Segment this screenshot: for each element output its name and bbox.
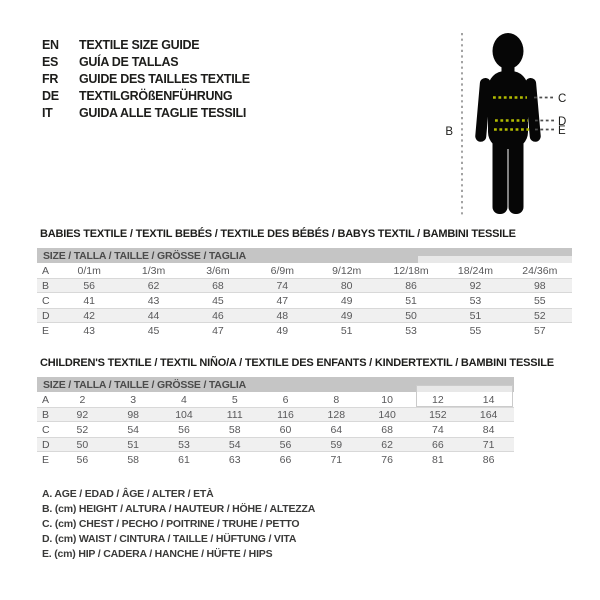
size-cell: 0/1m xyxy=(77,264,101,277)
language-row-it xyxy=(42,104,250,121)
size-cell: 64 xyxy=(330,423,343,436)
size-cell: 86 xyxy=(405,279,417,292)
size-cell: 111 xyxy=(226,408,243,421)
babies-table-title: BABIES TEXTILE / TEXTIL BEBÉS / TEXTILE DES BÉBÉS / BABYS TEXTIL / BAMBINI TESSILE xyxy=(40,228,516,240)
size-cell: 50 xyxy=(405,309,417,322)
size-cell: 49 xyxy=(340,309,353,322)
size-cell: 56 xyxy=(279,438,292,451)
size-cell: 10 xyxy=(381,393,393,406)
table-row-a xyxy=(37,263,572,278)
waist-label: D xyxy=(558,116,567,128)
size-cell: 62 xyxy=(147,279,160,292)
size-cell: 43 xyxy=(83,324,96,337)
chest-label: C xyxy=(558,93,567,105)
legend-line-d: D. (cm) WAIST / CINTURA / TAILLE / HÜFTUNG / VITA xyxy=(42,533,297,545)
language-title: TEXTILE SIZE GUIDE xyxy=(79,37,200,52)
size-header-label: SIZE / TALLA / TAILLE / GRÖSSE / TAGLIA xyxy=(43,249,246,262)
size-cell: 56 xyxy=(76,453,89,466)
size-cell: 5 xyxy=(231,393,238,406)
table-row-c xyxy=(37,293,572,308)
size-cell: 104 xyxy=(175,408,193,421)
table-row-a xyxy=(37,392,514,407)
row-label: C xyxy=(42,294,50,307)
size-cell: 12/18m xyxy=(393,264,429,277)
language-title: GUIDA ALLE TAGLIE TESSILI xyxy=(79,105,247,120)
size-cell: 1/3m xyxy=(141,264,166,277)
size-cell: 52 xyxy=(76,423,89,436)
size-cell: 86 xyxy=(482,453,495,466)
size-cell: 24/36m xyxy=(522,264,558,277)
size-cell: 44 xyxy=(147,309,160,322)
size-cell: 84 xyxy=(482,423,495,436)
language-code: IT xyxy=(42,105,53,120)
language-title: TEXTILGRÖßENFÜHRUNG xyxy=(79,88,233,103)
size-cell: 164 xyxy=(479,408,498,421)
size-cell: 63 xyxy=(228,453,241,466)
legend-line-e: E. (cm) HIP / CADERA / HANCHE / HÜFTE / HIPS xyxy=(42,548,273,560)
size-cell: 45 xyxy=(147,324,160,337)
size-cell: 3/6m xyxy=(206,264,230,277)
size-cell: 56 xyxy=(178,423,190,436)
table-row-b xyxy=(37,278,572,293)
size-cell: 42 xyxy=(83,309,96,322)
size-cell: 128 xyxy=(327,408,346,421)
size-cell: 68 xyxy=(381,423,393,436)
size-cell: 74 xyxy=(276,279,289,292)
language-code: EN xyxy=(42,37,59,52)
size-header-label: SIZE / TALLA / TAILLE / GRÖSSE / TAGLIA xyxy=(43,378,246,391)
size-cell: 52 xyxy=(533,309,546,322)
babies-size-table-section xyxy=(37,228,572,338)
table-row-e xyxy=(37,452,514,467)
size-cell: 58 xyxy=(127,453,140,466)
size-cell: 4 xyxy=(181,393,187,406)
size-header-bar xyxy=(37,248,572,263)
size-cell: 48 xyxy=(276,309,289,322)
size-cell: 71 xyxy=(330,453,343,466)
language-row-fr xyxy=(42,70,250,87)
row-label: C xyxy=(42,423,50,436)
language-code: ES xyxy=(42,54,59,69)
size-cell: 50 xyxy=(76,438,89,451)
size-cell: 47 xyxy=(276,294,289,307)
row-label: D xyxy=(42,309,50,322)
size-cell: 46 xyxy=(212,309,224,322)
size-cell: 66 xyxy=(432,438,444,451)
height-label: B xyxy=(445,126,453,138)
size-cell: 18/24m xyxy=(457,264,493,277)
size-cell: 92 xyxy=(76,408,89,421)
size-cell: 53 xyxy=(178,438,190,451)
size-cell: 66 xyxy=(279,453,292,466)
size-cell: 49 xyxy=(276,324,289,337)
size-cell: 68 xyxy=(212,279,224,292)
legend-line-b: B. (cm) HEIGHT / ALTURA / HAUTEUR / HÖHE / ALTEZZA xyxy=(42,503,316,515)
size-cell: 56 xyxy=(83,279,96,292)
size-cell: 140 xyxy=(378,408,396,421)
table-row-d xyxy=(37,437,514,452)
children-table-title: CHILDREN'S TEXTILE / TEXTIL NIÑO/A / TEXTILE DES ENFANTS / KINDERTEXTIL / BAMBINI TESSILE xyxy=(40,357,554,369)
size-cell: 6 xyxy=(282,393,289,406)
hip-label: E xyxy=(558,125,566,137)
child-silhouette xyxy=(475,33,541,214)
row-label: E xyxy=(42,324,50,337)
size-cell: 9/12m xyxy=(332,264,362,277)
children-size-table-section xyxy=(37,357,554,467)
size-cell: 57 xyxy=(533,324,546,337)
table-row-b xyxy=(37,407,514,422)
size-cell: 41 xyxy=(83,294,96,307)
table-row-e xyxy=(37,323,572,338)
size-cell: 53 xyxy=(469,294,482,307)
size-cell: 2 xyxy=(79,393,86,406)
legend-line-c: C. (cm) CHEST / PECHO / POITRINE / TRUHE / PETTO xyxy=(42,518,300,530)
size-cell: 53 xyxy=(405,324,417,337)
row-label: E xyxy=(42,453,50,466)
size-cell: 116 xyxy=(277,408,294,421)
size-cell: 12 xyxy=(432,393,444,406)
size-cell: 43 xyxy=(147,294,160,307)
row-label: A xyxy=(42,264,50,277)
size-cell: 49 xyxy=(340,294,353,307)
babies-size-table xyxy=(37,248,572,338)
row-label: A xyxy=(42,393,50,406)
size-cell: 51 xyxy=(405,294,417,307)
size-cell: 152 xyxy=(429,408,447,421)
child-measurement-figure xyxy=(440,18,590,228)
language-title: GUÍA DE TALLAS xyxy=(79,54,179,69)
language-code: DE xyxy=(42,88,59,103)
size-cell: 98 xyxy=(127,408,140,421)
size-cell: 62 xyxy=(381,438,393,451)
size-cell: 80 xyxy=(340,279,353,292)
size-cell: 51 xyxy=(469,309,482,322)
measurement-legend xyxy=(42,487,315,562)
language-row-en xyxy=(42,36,250,53)
size-cell: 51 xyxy=(127,438,140,451)
size-cell: 71 xyxy=(482,438,495,451)
size-cell: 14 xyxy=(482,393,495,406)
row-label: B xyxy=(42,279,50,292)
size-cell: 6/9m xyxy=(270,264,294,277)
legend-line-a: A. AGE / EDAD / ÂGE / ALTER / ETÀ xyxy=(42,488,214,500)
language-row-de xyxy=(42,87,250,104)
size-cell: 54 xyxy=(127,423,140,436)
size-cell: 8 xyxy=(333,393,340,406)
language-title: GUIDE DES TAILLES TEXTILE xyxy=(79,71,250,86)
size-cell: 3 xyxy=(130,393,137,406)
children-size-table xyxy=(37,377,514,467)
language-code: FR xyxy=(42,71,59,86)
size-cell: 76 xyxy=(381,453,393,466)
size-cell: 81 xyxy=(432,453,444,466)
size-cell: 59 xyxy=(330,438,343,451)
language-row-es xyxy=(42,53,250,70)
row-label: D xyxy=(42,438,50,451)
size-cell: 60 xyxy=(279,423,292,436)
size-cell: 47 xyxy=(212,324,224,337)
size-cell: 55 xyxy=(533,294,546,307)
size-cell: 74 xyxy=(432,423,444,436)
size-cell: 92 xyxy=(469,279,482,292)
row-label: B xyxy=(42,408,50,421)
size-cell: 51 xyxy=(340,324,353,337)
size-cell: 61 xyxy=(178,453,190,466)
size-cell: 55 xyxy=(469,324,482,337)
size-header-bar xyxy=(37,377,514,392)
size-cell: 54 xyxy=(228,438,241,451)
size-cell: 45 xyxy=(212,294,224,307)
table-row-d xyxy=(37,308,572,323)
size-cell: 98 xyxy=(533,279,546,292)
language-list xyxy=(42,36,250,121)
size-cell: 58 xyxy=(228,423,241,436)
table-row-c xyxy=(37,422,514,437)
